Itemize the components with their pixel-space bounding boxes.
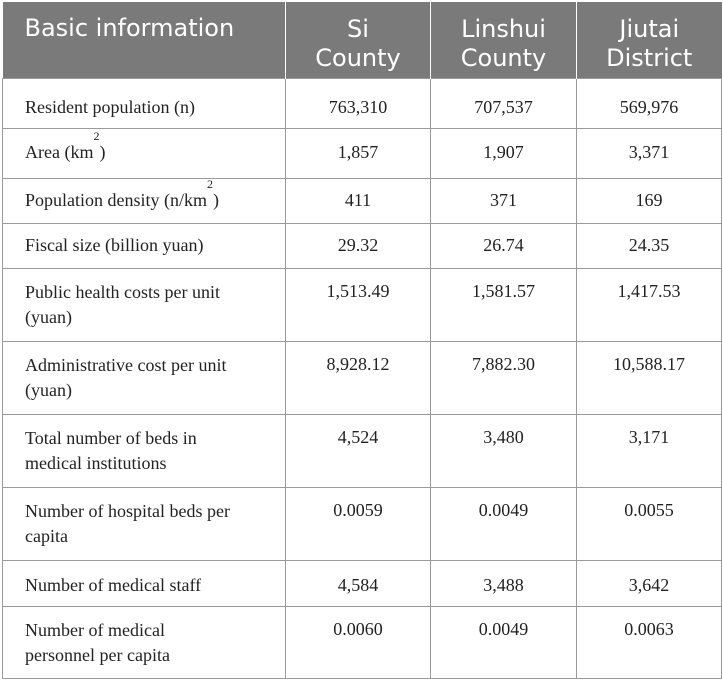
cell-linshui-county: 1,581.57 xyxy=(431,268,577,341)
table-row xyxy=(3,560,722,606)
cell-jiutai-district: 3,371 xyxy=(577,128,722,178)
header-label: Basic information xyxy=(24,14,235,42)
cell-jiutai-district: 1,417.53 xyxy=(577,268,722,341)
cell-si-county: 4,524 xyxy=(286,414,431,487)
row-label-text: Area (km xyxy=(25,141,94,162)
row-label: Resident population (n) xyxy=(3,78,286,128)
cell-jiutai-district: 169 xyxy=(577,178,722,223)
table-header xyxy=(3,2,722,78)
superscript: 2 xyxy=(93,128,100,143)
header-row xyxy=(3,2,722,78)
row-label xyxy=(3,341,286,414)
row-label-line1: Number of medical xyxy=(25,619,165,640)
row-label-line1: Total number of beds in xyxy=(25,427,197,448)
row-label-line2: capita xyxy=(25,525,68,546)
cell-si-county: 0.0060 xyxy=(286,606,431,678)
row-label-line2: (yuan) xyxy=(25,379,72,400)
table-row xyxy=(3,268,722,341)
table-row xyxy=(3,178,722,223)
cell-linshui-county: 1,907 xyxy=(431,128,577,178)
cell-si-county: 1,513.49 xyxy=(286,268,431,341)
cell-si-county: 4,584 xyxy=(286,560,431,606)
row-label: Fiscal size (billion yuan) xyxy=(3,223,286,268)
cell-linshui-county: 3,488 xyxy=(431,560,577,606)
row-label xyxy=(3,414,286,487)
cell-linshui-county: 26.74 xyxy=(431,223,577,268)
cell-linshui-county: 7,882.30 xyxy=(431,341,577,414)
row-label xyxy=(3,178,286,223)
cell-jiutai-district: 3,642 xyxy=(577,560,722,606)
table-row xyxy=(3,414,722,487)
table-row xyxy=(3,223,722,268)
row-label-line2: (yuan) xyxy=(25,306,72,327)
row-label-text: Population density (n/km xyxy=(25,189,207,210)
row-label-line1: Administrative cost per unit xyxy=(25,354,227,375)
superscript: 2 xyxy=(207,176,213,191)
row-label-suffix: ) xyxy=(213,189,219,210)
cell-si-county: 8,928.12 xyxy=(286,341,431,414)
cell-jiutai-district: 0.0055 xyxy=(577,487,722,560)
row-label xyxy=(3,268,286,341)
row-label xyxy=(3,606,286,678)
header-label-line2: County xyxy=(460,44,547,72)
cell-si-county: 411 xyxy=(286,178,431,223)
header-label-line1: Si xyxy=(347,15,369,43)
cell-linshui-county: 0.0049 xyxy=(431,606,577,678)
header-label-line1: Linshui xyxy=(461,15,546,43)
header-label-line1: Jiutai xyxy=(619,15,680,43)
cell-jiutai-district: 569,976 xyxy=(577,78,722,128)
header-label-line2: District xyxy=(606,44,693,72)
table-row xyxy=(3,487,722,560)
table-row xyxy=(3,128,722,178)
table-row xyxy=(3,606,722,678)
cell-si-county: 1,857 xyxy=(286,128,431,178)
header-si-county xyxy=(286,2,431,78)
cell-si-county: 763,310 xyxy=(286,78,431,128)
cell-linshui-county: 707,537 xyxy=(431,78,577,128)
cell-jiutai-district: 0.0063 xyxy=(577,606,722,678)
cell-linshui-county: 3,480 xyxy=(431,414,577,487)
row-label xyxy=(3,128,286,178)
table-row xyxy=(3,341,722,414)
cell-jiutai-district: 3,171 xyxy=(577,414,722,487)
row-label xyxy=(3,487,286,560)
row-label: Number of medical staff xyxy=(3,560,286,606)
header-basic-information xyxy=(3,2,286,78)
row-label-line1: Public health costs per unit xyxy=(25,281,220,302)
cell-linshui-county: 0.0049 xyxy=(431,487,577,560)
cell-jiutai-district: 10,588.17 xyxy=(577,341,722,414)
header-label-line2: County xyxy=(315,44,401,72)
row-label-suffix: ) xyxy=(99,141,106,162)
cell-si-county: 29.32 xyxy=(286,223,431,268)
row-label-line2: personnel per capita xyxy=(25,644,170,665)
table-body xyxy=(3,78,722,678)
header-jiutai-district xyxy=(577,2,722,78)
row-label-line1: Number of hospital beds per xyxy=(25,500,230,521)
header-linshui-county xyxy=(431,2,577,78)
cell-linshui-county: 371 xyxy=(431,178,577,223)
cell-si-county: 0.0059 xyxy=(286,487,431,560)
table-row xyxy=(3,78,722,128)
row-label-line2: medical institutions xyxy=(25,452,167,473)
basic-information-table xyxy=(2,2,722,679)
cell-jiutai-district: 24.35 xyxy=(577,223,722,268)
